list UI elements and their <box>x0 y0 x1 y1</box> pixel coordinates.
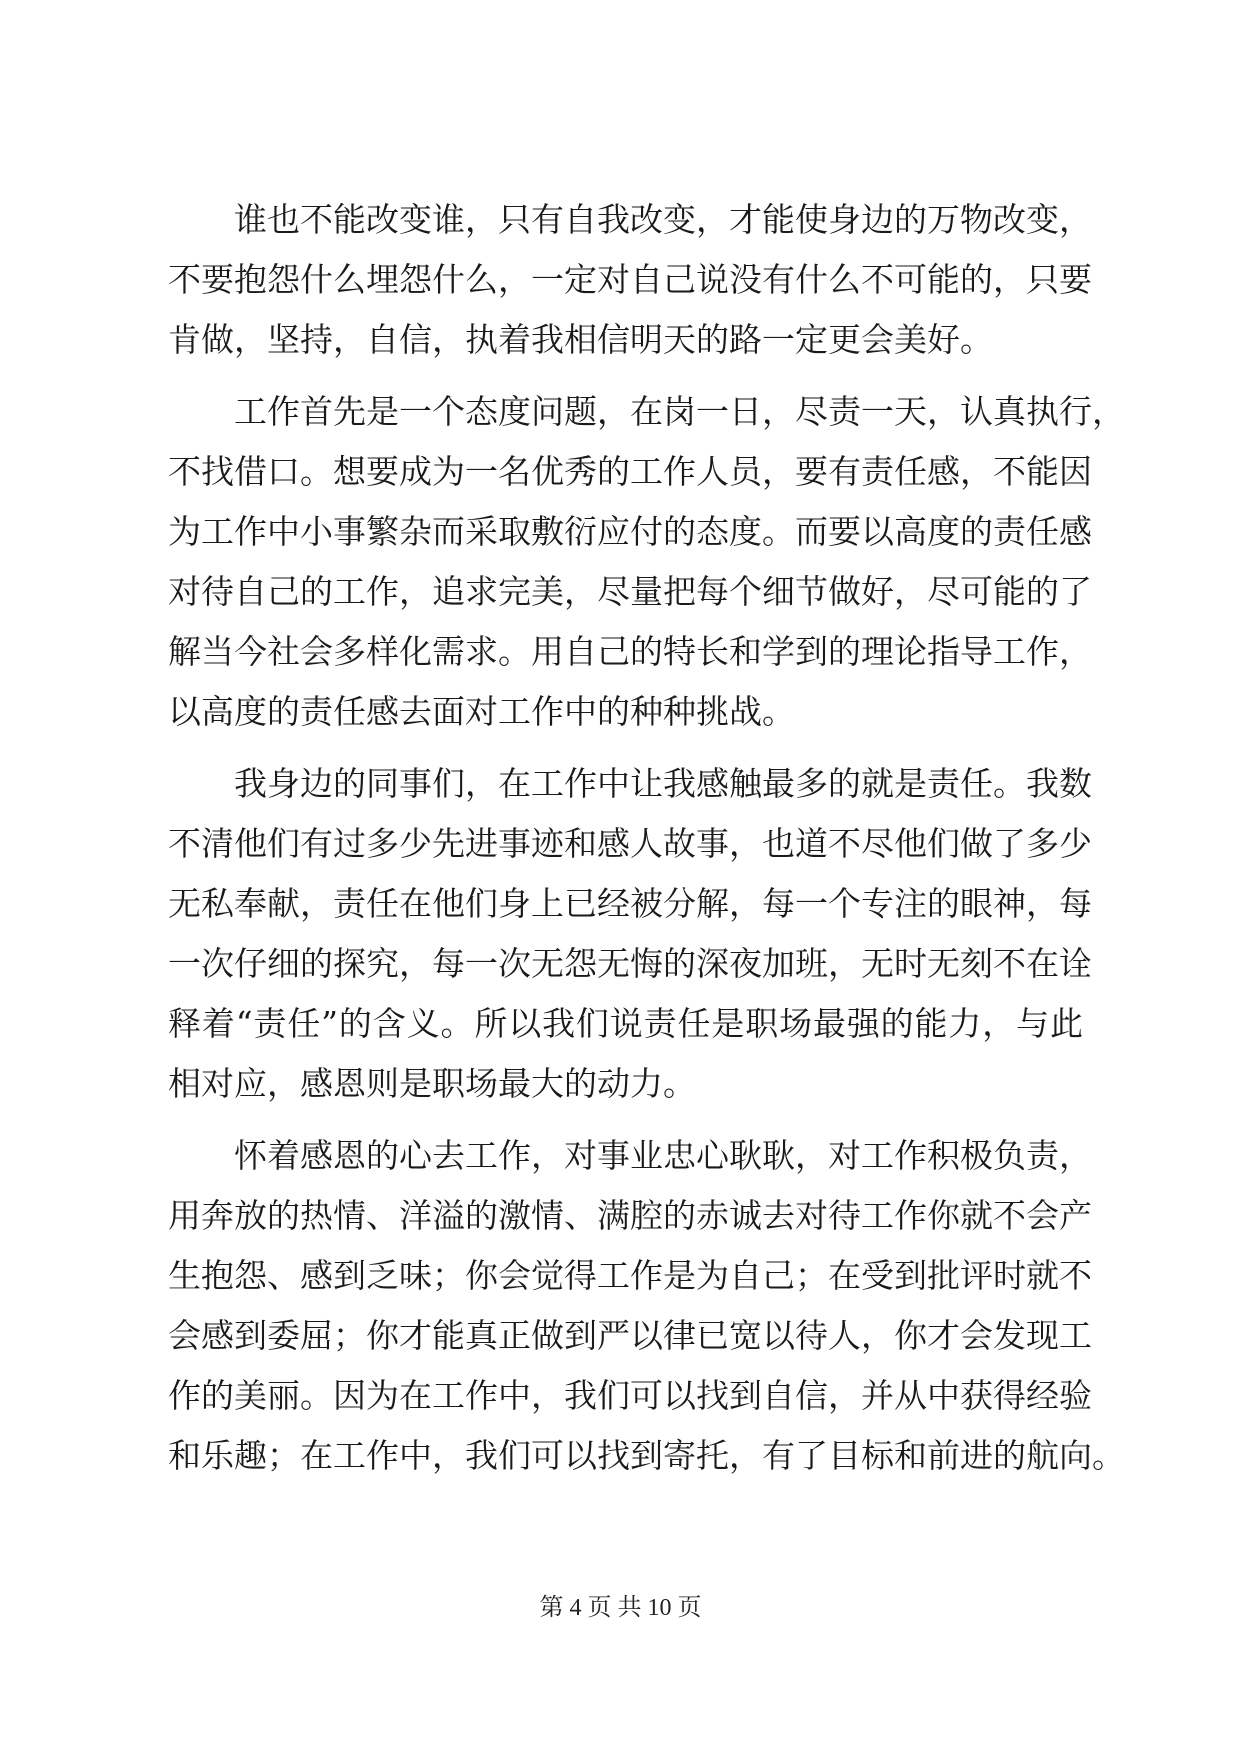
text-line: 会感到委屈；你才能真正做到严以律已宽以待人，你才会发现工 <box>168 1316 1092 1355</box>
text-line: 怀着感恩的心去工作，对事业忠心耿耿，对工作积极负责， <box>234 1136 1092 1175</box>
page-number-footer: 第 4 页 共 10 页 <box>539 1595 702 1621</box>
paragraph-4 <box>168 1126 1125 1486</box>
text-line: 肯做，坚持，自信，执着我相信明天的路一定更会美好。 <box>168 320 993 359</box>
text-line: 释着“责任”的含义。所以我们说责任是职场最强的能力，与此 <box>168 1004 1083 1043</box>
document-body <box>168 190 1125 1498</box>
text-line: 不找借口。想要成为一名优秀的工作人员，要有责任感，不能因 <box>168 452 1092 491</box>
text-line: 对待自己的工作，追求完美，尽量把每个细节做好，尽可能的了 <box>168 572 1092 611</box>
paragraph-3 <box>168 754 1092 1114</box>
text-line: 相对应，感恩则是职场最大的动力。 <box>168 1064 696 1103</box>
text-line: 工作首先是一个态度问题，在岗一日，尽责一天，认真执行， <box>234 392 1125 431</box>
text-line: 我身边的同事们，在工作中让我感触最多的就是责任。我数 <box>234 764 1092 803</box>
text-line: 不清他们有过多少先进事迹和感人故事，也道不尽他们做了多少 <box>168 824 1092 863</box>
text-line: 以高度的责任感去面对工作中的种种挑战。 <box>168 692 795 731</box>
text-line: 生抱怨、感到乏味；你会觉得工作是为自己；在受到批评时就不 <box>168 1256 1092 1295</box>
paragraph-1 <box>168 190 1092 370</box>
text-line: 作的美丽。因为在工作中，我们可以找到自信，并从中获得经验 <box>168 1376 1092 1415</box>
text-line: 谁也不能改变谁，只有自我改变，才能使身边的万物改变， <box>234 200 1092 239</box>
text-line: 一次仔细的探究，每一次无怨无悔的深夜加班，无时无刻不在诠 <box>168 944 1092 983</box>
text-line: 用奔放的热情、洋溢的激情、满腔的赤诚去对待工作你就不会产 <box>168 1196 1092 1235</box>
text-line: 为工作中小事繁杂而采取敷衍应付的态度。而要以高度的责任感 <box>168 512 1092 551</box>
text-line: 解当今社会多样化需求。用自己的特长和学到的理论指导工作， <box>168 632 1092 671</box>
paragraph-2 <box>168 382 1125 742</box>
text-line: 不要抱怨什么埋怨什么，一定对自己说没有什么不可能的，只要 <box>168 260 1092 299</box>
text-line: 无私奉献，责任在他们身上已经被分解，每一个专注的眼神，每 <box>168 884 1092 923</box>
text-line: 和乐趣；在工作中，我们可以找到寄托，有了目标和前进的航向。 <box>168 1436 1125 1475</box>
